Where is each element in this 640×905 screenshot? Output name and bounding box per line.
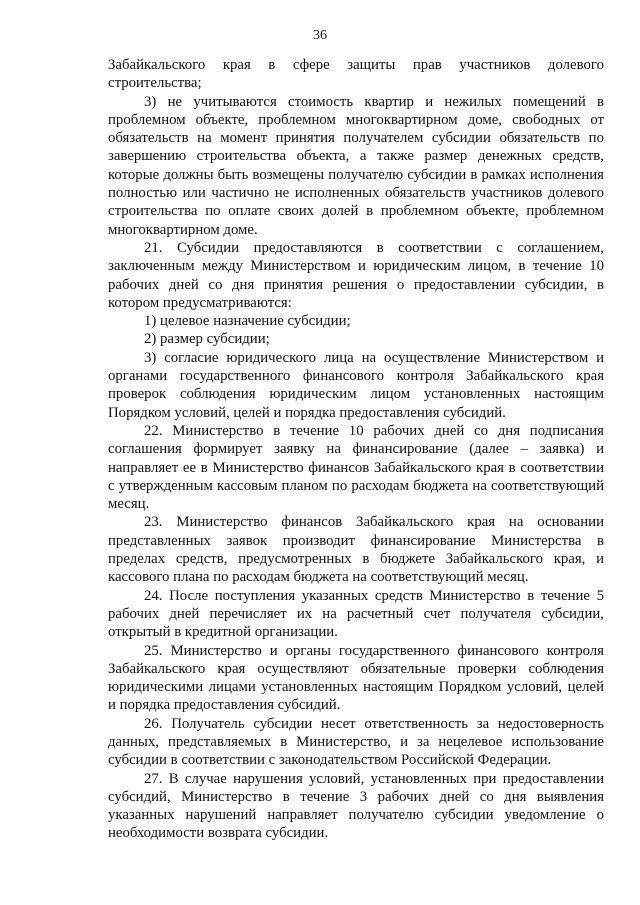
page-number: 36 (313, 28, 327, 43)
paragraph-27: 27. В случае нарушения условий, установленных при предоставлении субсидий, Министерство в течение 3 рабочих дней со дня выявления указанных нарушений направляет получателю субсидии уведомление о необходимости возврата субсидии. (108, 770, 604, 842)
list-item-3: 3) согласие юридического лица на осуществление Министерством и органами государственного финансового контроля Забайкальского края проверок соблюдения юридическим лицом установленных настоящим Порядком условий, целей и порядка предоставления субсидий. (108, 349, 604, 421)
list-item-2: 2) размер субсидии; (144, 331, 270, 348)
paragraph-26: 26. Получатель субсидии несет ответственность за недостоверность данных, представляемых в Министерство, и за нецелевое использование субсидии в соответствии с законодательством Российской Федерации. (108, 715, 604, 769)
paragraph-23: 23. Министерство финансов Забайкальского края на основании представленных заявок производит финансирование Министерства в пределах средств, предусмотренных в бюджете Забайкальского края, и кассового плана по расходам бюджета на соответствующий месяц. (108, 514, 604, 586)
paragraph-continuation: Забайкальского края в сфере защиты прав участников долевого строительства; (108, 57, 604, 92)
paragraph-21: 21. Субсидии предоставляются в соответствии с соглашением, заключенным между Министерством и юридическим лицом, в течение 10 рабочих дней со дня принятия решения о предоставлении субсидии, в котором предусматриваются: (108, 239, 604, 311)
paragraph-25: 25. Министерство и органы государственного финансового контроля Забайкальского края осуществляют обязательные проверки соблюдения юридическими лицами установленных настоящим Порядком условий, целей и порядка предоставления субсидий. (108, 642, 604, 714)
paragraph-item-3-cost: 3) не учитываются стоимость квартир и нежилых помещений в проблемном объекте, проблемном многоквартирном доме, свободных от обязательств на момент принятия получателем субсидии обязательств по завершению строительства объекта, а также размер денежных средств, которые должны быть возмещены получателю субсидии в рамках исполнения полностью или частично не исполненных обязательств участников долевого строительства по оплате своих долей в проблемном объекте, проблемном многоквартирном доме. (108, 93, 604, 238)
list-item-1: 1) целевое назначение субсидии; (144, 313, 351, 330)
document-body (108, 56, 604, 843)
paragraph-22: 22. Министерство в течение 10 рабочих дней со дня подписания соглашения формирует заявку на финансирование (далее – заявка) и направляет ее в Министерство финансов Забайкальского края в соответствии с утвержденным кассовым планом по расходам бюджета на соответствующий месяц. (108, 422, 604, 513)
paragraph-24: 24. После поступления указанных средств Министерство в течение 5 рабочих дней перечисляет их на расчетный счет получателя субсидии, открытый в кредитной организации. (108, 587, 604, 641)
